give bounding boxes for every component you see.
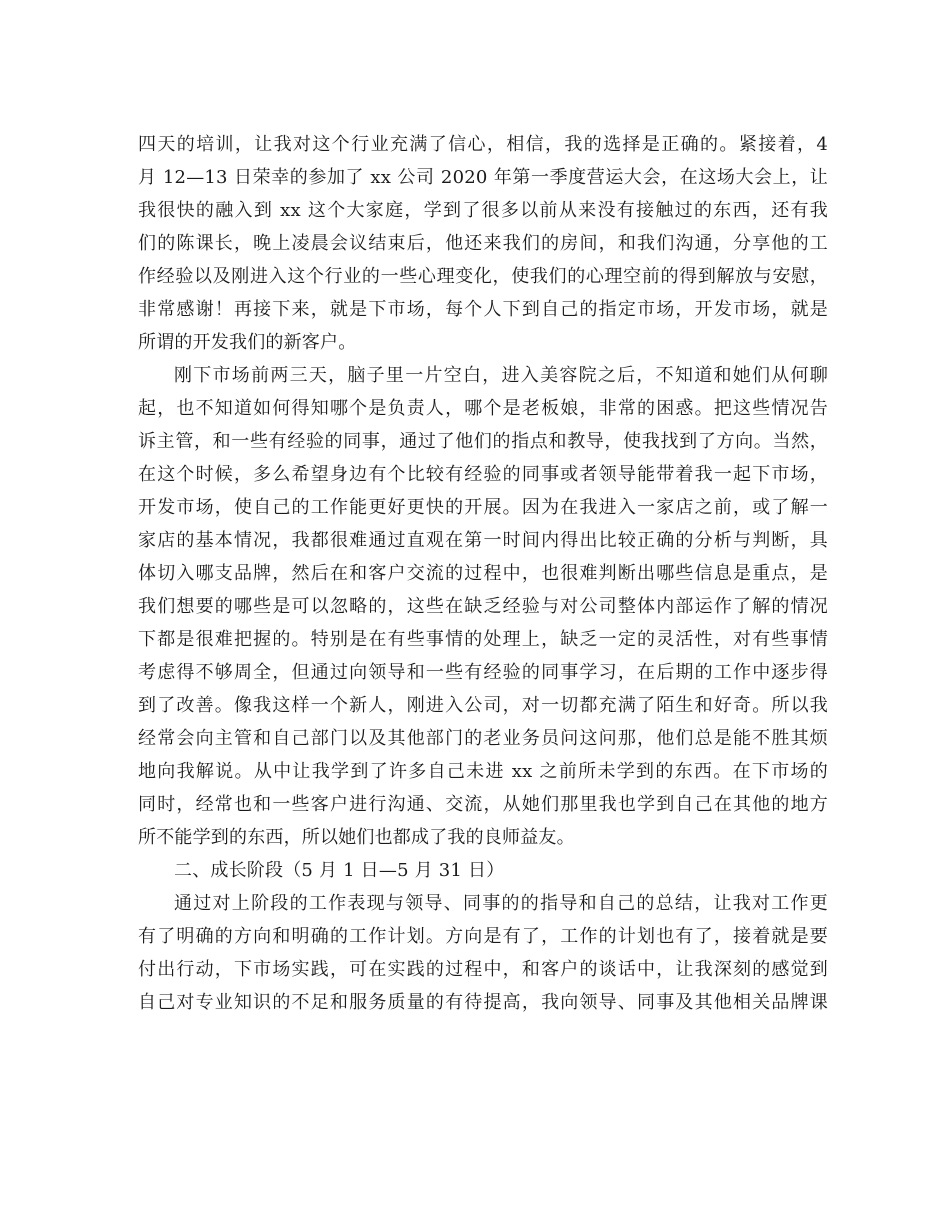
text-line: 所谓的开发我们的新客户。 xyxy=(138,332,357,353)
section-heading: 二、成长阶段（5 月 1 日—5 月 31 日） xyxy=(174,860,505,881)
text-line: 开发市场，使自己的工作能更好更快的开展。因为在我进入一家店之前，或了解一 xyxy=(138,497,828,518)
text-line: 有了明确的方向和明确的工作计划。方向是有了，工作的计划也有了，接着就是要 xyxy=(138,926,828,947)
text-line: 下都是很难把握的。特别是在有些事情的处理上，缺乏一定的灵活性，对有些事情 xyxy=(138,629,828,650)
text-line: 作经验以及刚进入这个行业的一些心理变化，使我们的心理空前的得到解放与安慰， xyxy=(138,266,828,287)
text-line: 诉主管，和一些有经验的同事，通过了他们的指点和教导，使我找到了方向。当然， xyxy=(138,431,828,452)
paragraph-first-line: 通过对上阶段的工作表现与领导、同事的的指导和自己的总结，让我对工作更 xyxy=(174,893,828,914)
text-line: 月 12—13 日荣幸的参加了 xx 公司 2020 年第一季度营运大会，在这场大会上，让 xyxy=(138,167,828,188)
text-line: 经常会向主管和自己部门以及其他部门的老业务员问这问那，他们总是能不胜其烦 xyxy=(138,728,828,749)
text-line: 们的陈课长，晚上凌晨会议结束后，他还来我们的房间，和我们沟通，分享他的工 xyxy=(138,233,828,254)
paragraph-first-line: 刚下市场前两三天，脑子里一片空白，进入美容院之后，不知道和她们从何聊 xyxy=(174,365,828,386)
text-line: 自己对专业知识的不足和服务质量的有待提高，我向领导、同事及其他相关品牌课 xyxy=(138,992,828,1013)
text-line: 四天的培训，让我对这个行业充满了信心，相信，我的选择是正确的。紧接着，4 xyxy=(138,134,828,155)
text-line: 体切入哪支品牌，然后在和客户交流的过程中，也很难判断出哪些信息是重点，是 xyxy=(138,563,828,584)
document-body xyxy=(138,128,828,1019)
text-line: 起，也不知道如何得知哪个是负责人，哪个是老板娘，非常的困惑。把这些情况告 xyxy=(138,398,828,419)
text-line: 考虑得不够周全，但通过向领导和一些有经验的同事学习，在后期的工作中逐步得 xyxy=(138,662,828,683)
text-line: 所不能学到的东西，所以她们也都成了我的良师益友。 xyxy=(138,827,575,848)
text-line: 我很快的融入到 xx 这个大家庭，学到了很多以前从来没有接触过的东西，还有我 xyxy=(138,200,828,221)
text-line: 非常感谢！再接下来，就是下市场，每个人下到自己的指定市场，开发市场，就是 xyxy=(138,299,828,320)
text-line: 付出行动，下市场实践，可在实践的过程中，和客户的谈话中，让我深刻的感觉到 xyxy=(138,959,828,980)
text-line: 到了改善。像我这样一个新人，刚进入公司，对一切都充满了陌生和好奇。所以我 xyxy=(138,695,828,716)
text-line: 家店的基本情况，我都很难通过直观在第一时间内得出比较正确的分析与判断，具 xyxy=(138,530,828,551)
text-line: 我们想要的哪些是可以忽略的，这些在缺乏经验与对公司整体内部运作了解的情况 xyxy=(138,596,828,617)
text-line: 在这个时候，多么希望身边有个比较有经验的同事或者领导能带着我一起下市场， xyxy=(138,464,828,485)
text-line: 地向我解说。从中让我学到了许多自己未进 xx 之前所未学到的东西。在下市场的 xyxy=(138,761,828,782)
text-line: 同时，经常也和一些客户进行沟通、交流，从她们那里我也学到自己在其他的地方 xyxy=(138,794,828,815)
